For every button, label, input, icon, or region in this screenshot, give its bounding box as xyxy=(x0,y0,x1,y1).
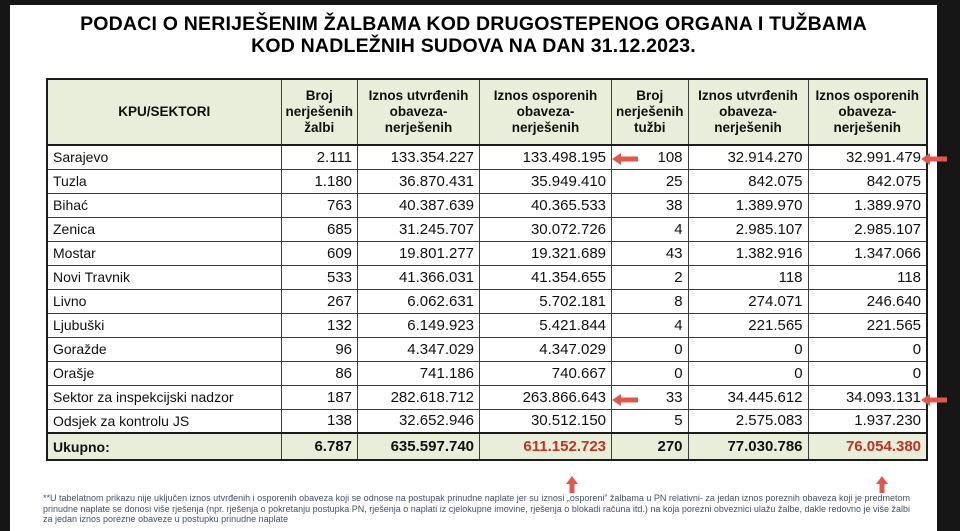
cell-value: 40.365.533 xyxy=(480,193,612,217)
table-row xyxy=(47,313,927,337)
data-table xyxy=(46,78,928,461)
cell-value: 267 xyxy=(281,289,358,313)
cell-value: 6.062.631 xyxy=(358,289,480,313)
page-title xyxy=(10,14,937,57)
cell-value: 36.870.431 xyxy=(358,169,480,193)
table-row xyxy=(47,193,927,217)
row-label: Tuzla xyxy=(47,169,281,193)
column-header: KPU/SEKTORI xyxy=(47,79,281,145)
total-value: 270 xyxy=(612,433,689,460)
footnote xyxy=(43,493,936,525)
page-title-line2: KOD NADLEŽNIH SUDOVA NA DAN 31.12.2023. xyxy=(251,34,696,57)
row-label: Ljubuški xyxy=(47,313,281,337)
cell-value: 5.421.844 xyxy=(480,313,612,337)
cell-value: 33 xyxy=(612,385,689,409)
cell-value: 30.512.150 xyxy=(480,409,612,433)
total-value: 76.054.380 xyxy=(808,433,927,460)
red-arrow-up-icon xyxy=(566,476,578,493)
cell-value: 2.985.107 xyxy=(688,217,808,241)
footnote-line2: prinudne naplate se donosi više rješenja (npr. rješenja o pokretanju postupka PN, rješenja o naplati iz cjelokupne imovine, rješenja o blokadi računa itd.) na koja porezni obveznici ulažu žalbe, dakle redovno je više žalbi xyxy=(43,503,911,514)
cell-value: 86 xyxy=(281,361,358,385)
cell-value: 43 xyxy=(612,241,689,265)
row-label: Bihać xyxy=(47,193,281,217)
total-value: 635.597.740 xyxy=(358,433,480,460)
cell-value: 32.991.479 xyxy=(808,145,927,169)
cell-value: 1.180 xyxy=(281,169,358,193)
cell-value: 118 xyxy=(688,265,808,289)
row-label: Odsjek za kontrolu JS xyxy=(47,409,281,433)
table-row xyxy=(47,265,927,289)
cell-value: 138 xyxy=(281,409,358,433)
cell-value: 221.565 xyxy=(688,313,808,337)
table-row xyxy=(47,361,927,385)
cell-value: 842.075 xyxy=(688,169,808,193)
cell-value: 34.445.612 xyxy=(688,385,808,409)
total-label: Ukupno: xyxy=(47,433,281,460)
table-row xyxy=(47,241,927,265)
table-row xyxy=(47,409,927,433)
cell-value: 32.914.270 xyxy=(688,145,808,169)
column-header: Iznos osporenih obaveza-nerješenih xyxy=(808,79,927,145)
cell-value: 842.075 xyxy=(808,169,927,193)
cell-value: 5 xyxy=(612,409,689,433)
red-arrow-left-icon xyxy=(612,153,638,165)
cell-value: 282.618.712 xyxy=(358,385,480,409)
cell-value: 1.389.970 xyxy=(688,193,808,217)
cell-value: 34.093.131 xyxy=(808,385,927,409)
red-arrow-left-icon xyxy=(612,394,638,406)
column-header: Iznos utvrđenih obaveza-nerješenih xyxy=(688,79,808,145)
cell-value: 0 xyxy=(688,337,808,361)
footnote-line1: **U tabelatnom prikazu nije uključen iznos utvrđenih i osporenih obaveza koji se odnose na postupak prinudne naplate jer su iznosi „osporeni” žalbama u PN relativni- za jedan iznos poreznih obaveza koji je predmetom xyxy=(43,493,910,503)
page-title-line1: PODACI O NERIJEŠENIM ŽALBAMA KOD DRUGOSTEPENOG ORGANA I TUŽBAMA xyxy=(80,13,867,35)
table-row xyxy=(47,337,927,361)
cell-value: 2 xyxy=(612,265,689,289)
cell-value: 41.354.655 xyxy=(480,265,612,289)
footnote-line3: za jedan iznos porezne obaveze u postupku prinudne naplate xyxy=(43,514,289,525)
row-label: Livno xyxy=(47,289,281,313)
cell-value: 31.245.707 xyxy=(358,217,480,241)
cell-value: 41.366.031 xyxy=(358,265,480,289)
cell-value: 246.640 xyxy=(808,289,927,313)
row-label: Sektor za inspekcijski nadzor xyxy=(47,385,281,409)
cell-value: 274.071 xyxy=(688,289,808,313)
table-row xyxy=(47,385,927,409)
column-header: Broj nerješenih tužbi xyxy=(612,79,689,145)
cell-value: 0 xyxy=(688,361,808,385)
row-label: Novi Travnik xyxy=(47,265,281,289)
cell-value: 263.866.643 xyxy=(480,385,612,409)
cell-value: 40.387.639 xyxy=(358,193,480,217)
cell-value: 108 xyxy=(612,145,689,169)
row-label: Mostar xyxy=(47,241,281,265)
cell-value: 763 xyxy=(281,193,358,217)
cell-value: 4 xyxy=(612,217,689,241)
red-arrow-left-icon xyxy=(921,394,947,406)
cell-value: 133.498.195 xyxy=(480,145,612,169)
cell-value: 32.652.946 xyxy=(358,409,480,433)
cell-value: 38 xyxy=(612,193,689,217)
row-label: Goražde xyxy=(47,337,281,361)
cell-value: 25 xyxy=(612,169,689,193)
cell-value: 30.072.726 xyxy=(480,217,612,241)
row-label: Orašje xyxy=(47,361,281,385)
cell-value: 2.111 xyxy=(281,145,358,169)
cell-value: 1.937.230 xyxy=(808,409,927,433)
cell-value: 1.347.066 xyxy=(808,241,927,265)
cell-value: 133.354.227 xyxy=(358,145,480,169)
cell-value: 19.321.689 xyxy=(480,241,612,265)
cell-value: 132 xyxy=(281,313,358,337)
cell-value: 4.347.029 xyxy=(480,337,612,361)
cell-value: 8 xyxy=(612,289,689,313)
cell-value: 6.149.923 xyxy=(358,313,480,337)
cell-value: 1.389.970 xyxy=(808,193,927,217)
cell-value: 187 xyxy=(281,385,358,409)
red-arrow-left-icon xyxy=(921,153,947,165)
cell-value: 2.985.107 xyxy=(808,217,927,241)
total-value: 77.030.786 xyxy=(688,433,808,460)
total-value: 611.152.723 xyxy=(480,433,612,460)
cell-value: 0 xyxy=(808,361,927,385)
table-row xyxy=(47,169,927,193)
column-header: Broj nerješenih žalbi xyxy=(281,79,358,145)
table-total-row xyxy=(47,433,927,460)
document-page xyxy=(10,5,937,531)
cell-value: 2.575.083 xyxy=(688,409,808,433)
cell-value: 19.801.277 xyxy=(358,241,480,265)
row-label: Zenica xyxy=(47,217,281,241)
column-header: Iznos osporenih obaveza-nerješenih xyxy=(480,79,612,145)
table-row xyxy=(47,289,927,313)
cell-value: 533 xyxy=(281,265,358,289)
cell-value: 685 xyxy=(281,217,358,241)
cell-value: 0 xyxy=(612,337,689,361)
table-row xyxy=(47,217,927,241)
table-row xyxy=(47,145,927,169)
cell-value: 221.565 xyxy=(808,313,927,337)
cell-value: 740.667 xyxy=(480,361,612,385)
red-arrow-up-icon xyxy=(876,476,888,493)
cell-value: 741.186 xyxy=(358,361,480,385)
cell-value: 118 xyxy=(808,265,927,289)
column-header: Iznos utvrđenih obaveza-nerješenih xyxy=(358,79,480,145)
cell-value: 5.702.181 xyxy=(480,289,612,313)
cell-value: 4 xyxy=(612,313,689,337)
row-label: Sarajevo xyxy=(47,145,281,169)
cell-value: 4.347.029 xyxy=(358,337,480,361)
cell-value: 0 xyxy=(808,337,927,361)
table-header-row xyxy=(47,79,927,145)
cell-value: 609 xyxy=(281,241,358,265)
cell-value: 1.382.916 xyxy=(688,241,808,265)
cell-value: 0 xyxy=(612,361,689,385)
cell-value: 96 xyxy=(281,337,358,361)
cell-value: 35.949.410 xyxy=(480,169,612,193)
total-value: 6.787 xyxy=(281,433,358,460)
